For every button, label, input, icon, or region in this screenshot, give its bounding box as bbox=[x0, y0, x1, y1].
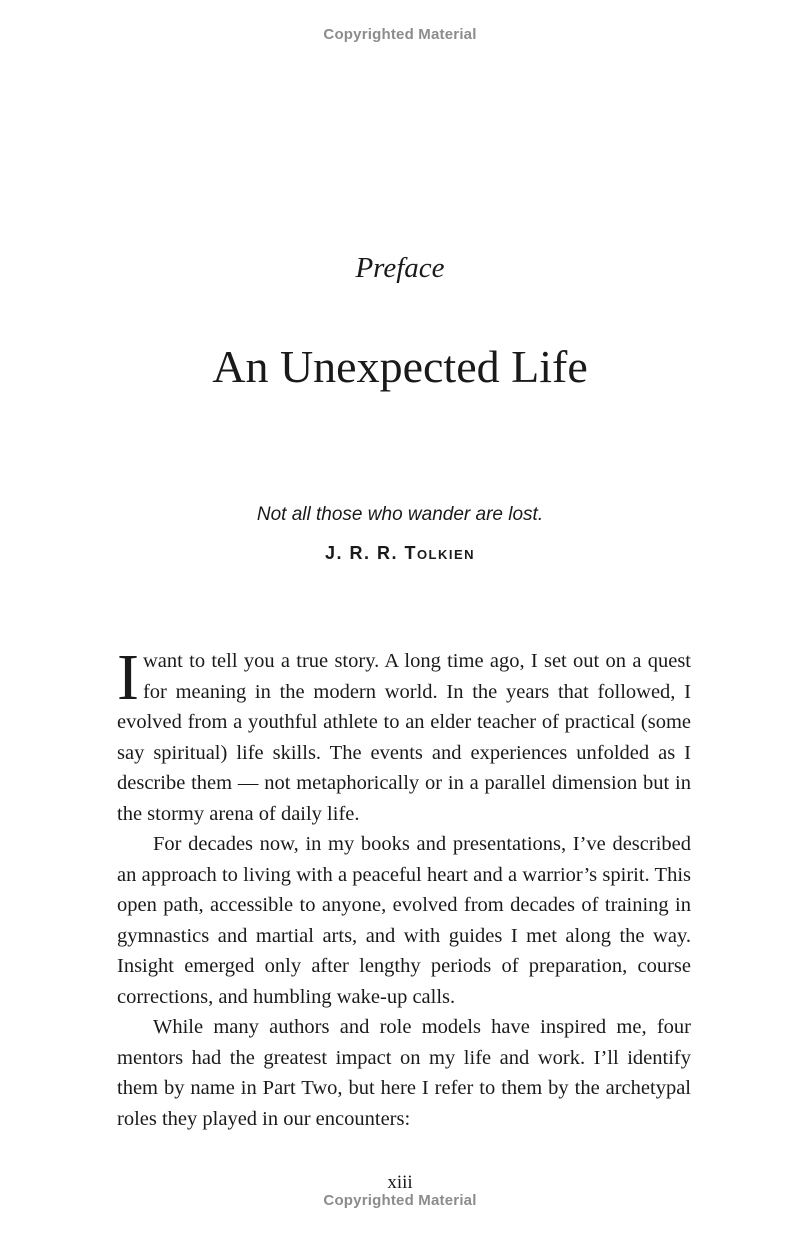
page-number: xiii bbox=[387, 1172, 413, 1193]
preface-label: Preface bbox=[355, 252, 445, 284]
paragraph-1 bbox=[117, 641, 691, 829]
epigraph-author: J. R. R. Tolkien bbox=[324, 543, 476, 563]
drop-cap: I bbox=[117, 641, 139, 714]
paragraph-3: While many authors and role models have inspired me, four mentors had the greatest impact on my life and work. I’ll identify them by name in Part Two, but here I refer to them by the archetypal roles they played in our encounters: bbox=[117, 1016, 691, 1130]
watermark-bottom: Copyrighted Material bbox=[323, 1192, 477, 1209]
epigraph-quote: Not all those who wander are lost. bbox=[256, 504, 544, 525]
paragraph-2: For decades now, in my books and presentations, I’ve described an approach to living with a peaceful heart and a warrior’s spirit. This open path, accessible to anyone, evolved from decades of training in gymnastics and martial arts, and with guides I met along the way. Insight emerged only after lengthy periods of preparation, course corrections, and humbling wake-up calls. bbox=[117, 833, 691, 1008]
paragraph-1-text: want to tell you a true story. A long time ago, I set out on a quest for meaning in the modern world. In the years that followed, I evolved from a youthful athlete to an elder teacher of practical (some say spiritual) life skills. The events and experiences unfolded as I describe them — not metaphorically or in a parallel dimension but in the stormy arena of daily life. bbox=[117, 650, 691, 825]
body-text bbox=[117, 641, 691, 1134]
chapter-title: An Unexpected Life bbox=[212, 341, 588, 392]
watermark-top: Copyrighted Material bbox=[323, 26, 477, 43]
